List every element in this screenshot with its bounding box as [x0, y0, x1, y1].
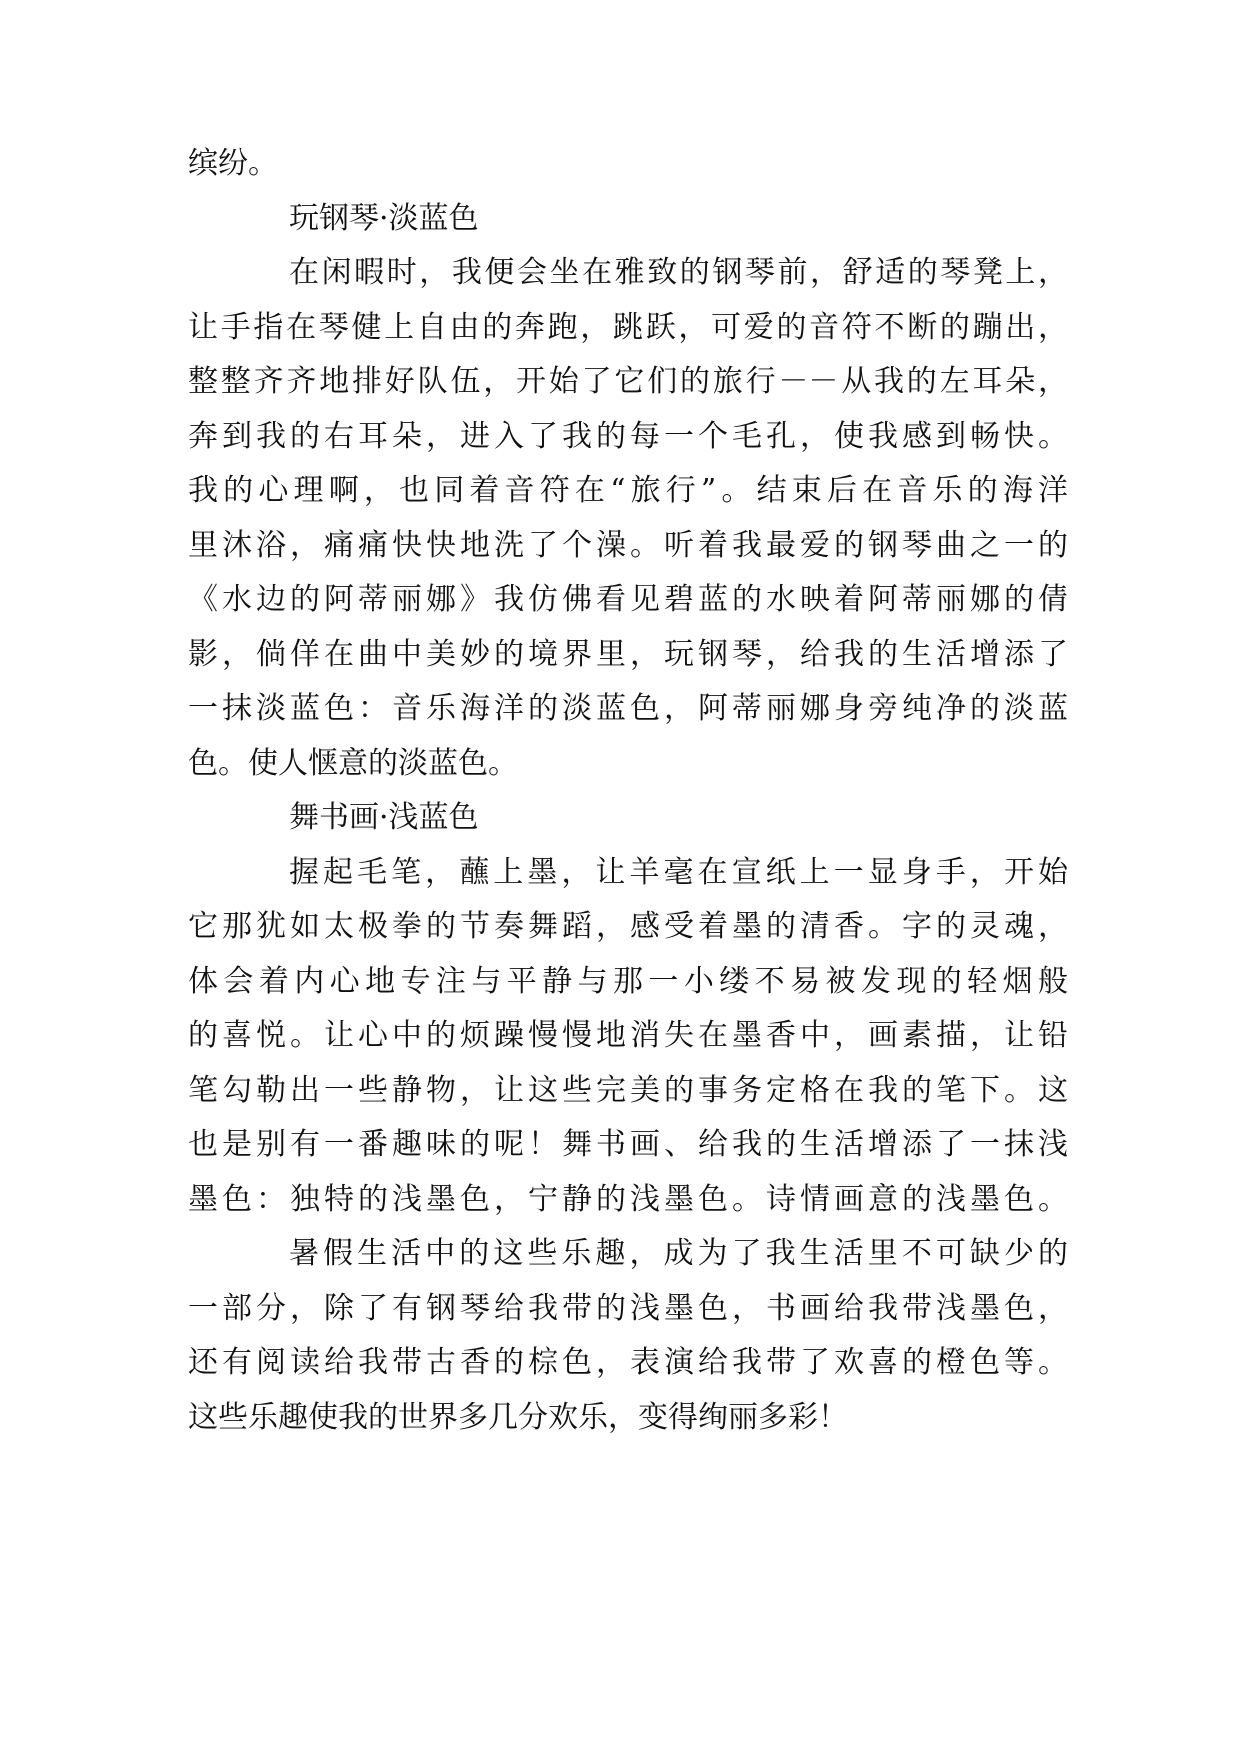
paragraph-line: 一部分，除了有钢琴给我带的浅墨色，书画给我带浅墨色，: [188, 1291, 1068, 1326]
paragraph-line: 让手指在琴健上自由的奔跑，跳跃，可爱的音符不断的蹦出，: [188, 310, 1068, 345]
paragraph-line: 也是别有一番趣味的呢！舞书画、给我的生活增添了一抹浅: [188, 1127, 1068, 1162]
paragraph-line: 里沐浴，痛痛快快地洗了个澡。听着我最爱的钢琴曲之一的: [188, 528, 1068, 563]
paragraph-line: 的喜悦。让心中的烦躁慢慢地消失在墨香中，画素描，让铅: [188, 1018, 1068, 1053]
paragraph-line: 在闲暇时，我便会坐在雅致的钢琴前，舒适的琴凳上，: [289, 255, 1068, 290]
text-line: 缤纷。: [188, 146, 278, 181]
paragraph-line: 暑假生活中的这些乐趣，成为了我生活里不可缺少的: [289, 1236, 1068, 1271]
paragraph-line: 影，倘佯在曲中美妙的境界里，玩钢琴，给我的生活增添了: [188, 637, 1068, 672]
paragraph-line: 《水边的阿蒂丽娜》我仿佛看见碧蓝的水映着阿蒂丽娜的倩: [188, 582, 1068, 617]
paragraph-line: 墨色：独特的浅墨色，宁静的浅墨色。诗情画意的浅墨色。: [188, 1182, 1068, 1217]
paragraph-line: 体会着内心地专注与平静与那一小缕不易被发现的轻烟般: [188, 964, 1068, 999]
paragraph-line: 整整齐齐地排好队伍，开始了它们的旅行－－从我的左耳朵，: [188, 364, 1068, 399]
section-heading-piano: 玩钢琴·淡蓝色: [289, 201, 479, 236]
paragraph-line: 它那犹如太极拳的节奏舞蹈，感受着墨的清香。字的灵魂，: [188, 909, 1068, 944]
paragraph-line: 色。使人惬意的淡蓝色。: [188, 746, 518, 781]
paragraph-line: 一抹淡蓝色：音乐海洋的淡蓝色，阿蒂丽娜身旁纯净的淡蓝: [188, 691, 1068, 726]
paragraph-line: 笔勾勒出一些静物，让这些完美的事务定格在我的笔下。这: [188, 1073, 1068, 1108]
paragraph-line: 还有阅读给我带古香的棕色，表演给我带了欢喜的橙色等。: [188, 1345, 1068, 1380]
section-heading-calligraphy: 舞书画·浅蓝色: [289, 800, 479, 835]
paragraph-line: 奔到我的右耳朵，进入了我的每一个毛孔，使我感到畅快。: [188, 419, 1068, 454]
paragraph-line: 握起毛笔，蘸上墨，让羊毫在宣纸上一显身手，开始: [289, 855, 1068, 890]
paragraph-line: 我的心理啊，也同着音符在“旅行”。结束后在音乐的海洋: [188, 473, 1068, 508]
paragraph-line: 这些乐趣使我的世界多几分欢乐，变得绚丽多彩！: [188, 1400, 848, 1435]
